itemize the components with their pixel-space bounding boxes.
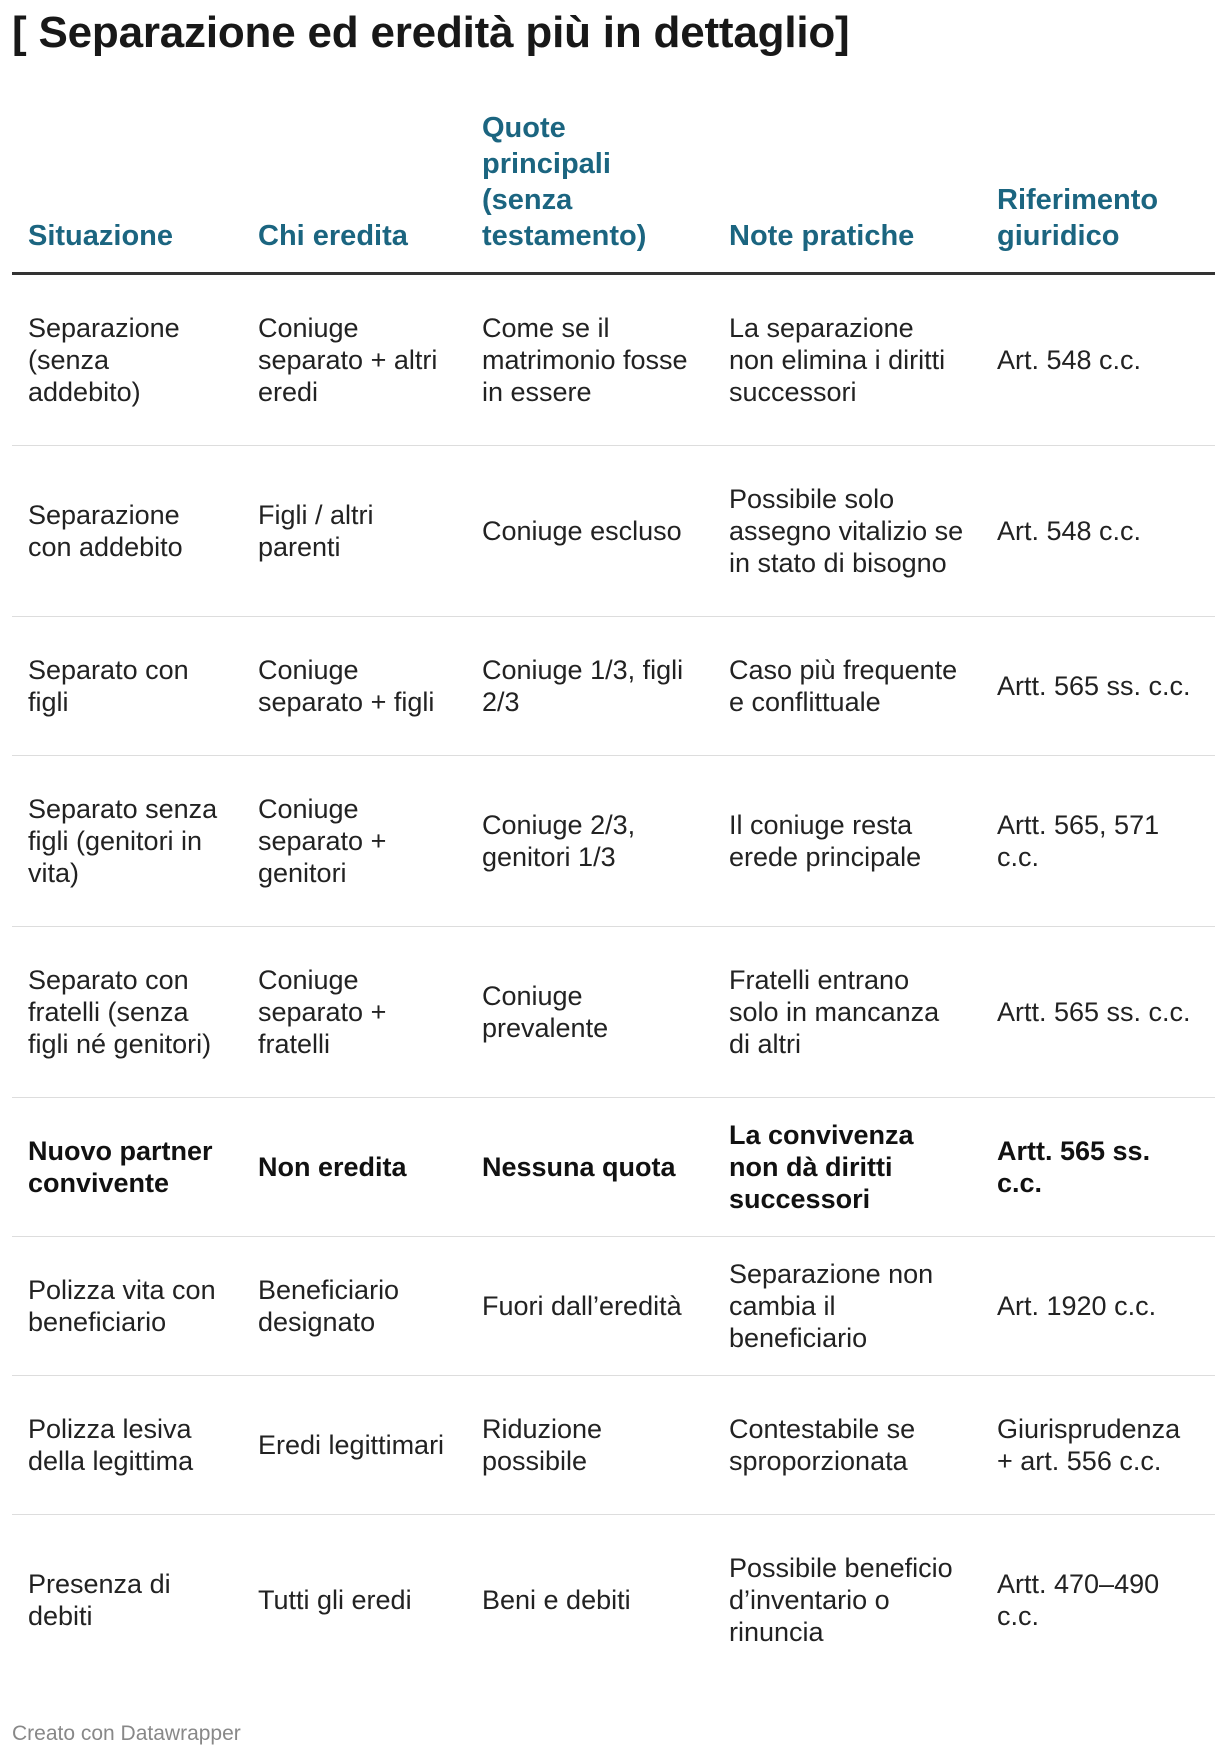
table-row <box>12 927 1215 1098</box>
header-situazione[interactable]: Situazione <box>12 110 242 274</box>
cell-note: Contestabile se sproporzionata <box>713 1376 981 1515</box>
datawrapper-credit-link[interactable]: Creato con Datawrapper <box>12 1722 241 1745</box>
header-note[interactable]: Note pratiche <box>713 110 981 274</box>
cell-situazione: Separazione (senza addebito) <box>12 274 242 446</box>
cell-chi-eredita: Beneficiario designato <box>242 1237 466 1376</box>
cell-note: Separazione non cambia il beneficiario <box>713 1237 981 1376</box>
cell-quote: Coniuge 2/3, genitori 1/3 <box>466 756 713 927</box>
cell-note: Possibile beneficio d’inventario o rinuncia <box>729 1553 953 1647</box>
cell-note: La separazione non elimina i diritti successori <box>713 274 981 446</box>
cell-riferimento: Artt. 470–490 c.c. <box>997 1569 1160 1631</box>
table-row <box>12 1376 1215 1515</box>
cell-note: Caso più frequente e conflittuale <box>713 617 981 756</box>
table-row <box>12 617 1215 756</box>
table-row <box>12 446 1215 617</box>
cell-quote: Coniuge 1/3, figli 2/3 <box>466 617 713 756</box>
cell-chi-eredita: Coniuge separato + fratelli <box>242 927 466 1098</box>
cell-chi-eredita: Figli / altri parenti <box>242 446 466 617</box>
cell-riferimento: Art. 1920 c.c. <box>981 1237 1215 1376</box>
cell-note: Il coniuge resta erede principale <box>713 756 981 927</box>
cell-riferimento: Art. 548 c.c. <box>981 274 1215 446</box>
cell-riferimento: Giurisprudenza + art. 556 c.c. <box>981 1376 1215 1515</box>
cell-situazione: Polizza vita con beneficiario <box>12 1237 242 1376</box>
cell-situazione: Presenza di debiti <box>28 1569 171 1631</box>
cell-situazione: Polizza lesiva della legittima <box>12 1376 242 1515</box>
cell-riferimento: Artt. 565, 571 c.c. <box>981 756 1215 927</box>
table-row <box>12 756 1215 927</box>
cell-quote: Fuori dall’eredità <box>466 1237 713 1376</box>
table-header-row <box>12 110 1215 274</box>
table-row <box>12 1515 1215 1686</box>
cell-situazione: Separato con fratelli (senza figli né genitori) <box>12 927 242 1098</box>
header-riferimento[interactable]: Riferimento giuridico <box>981 110 1215 274</box>
cell-situazione: Separato senza figli (genitori in vita) <box>12 756 242 927</box>
cell-quote: Riduzione possibile <box>466 1376 713 1515</box>
cell-chi-eredita: Coniuge separato + figli <box>242 617 466 756</box>
header-quote[interactable]: Quote principali (senza testamento) <box>466 110 713 274</box>
cell-note: Possibile solo assegno vitalizio se in stato di bisogno <box>713 446 981 617</box>
page-title: [ Separazione ed eredità più in dettaglio] <box>12 8 850 57</box>
cell-riferimento: Artt. 565 ss. c.c. <box>981 1098 1215 1237</box>
inheritance-table <box>12 110 1215 1685</box>
cell-quote: Coniuge prevalente <box>466 927 713 1098</box>
table-row <box>12 1237 1215 1376</box>
table-row <box>12 274 1215 446</box>
cell-quote: Come se il matrimonio fosse in essere <box>466 274 713 446</box>
cell-riferimento: Artt. 565 ss. c.c. <box>981 617 1215 756</box>
cell-situazione: Separato con figli <box>12 617 242 756</box>
table-row-highlighted <box>12 1098 1215 1237</box>
cell-chi-eredita: Tutti gli eredi <box>258 1585 412 1615</box>
cell-situazione: Nuovo partner convivente <box>12 1098 242 1237</box>
header-chi-eredita[interactable]: Chi eredita <box>242 110 466 274</box>
cell-chi-eredita: Non eredita <box>242 1098 466 1237</box>
cell-quote: Coniuge escluso <box>466 446 713 617</box>
cell-chi-eredita: Coniuge separato + genitori <box>242 756 466 927</box>
cell-chi-eredita: Coniuge separato + altri eredi <box>242 274 466 446</box>
cell-riferimento: Artt. 565 ss. c.c. <box>981 927 1215 1098</box>
cell-quote: Nessuna quota <box>466 1098 713 1237</box>
cell-chi-eredita: Eredi legittimari <box>242 1376 466 1515</box>
cell-note: La convivenza non dà diritti successori <box>713 1098 981 1237</box>
cell-note: Fratelli entrano solo in mancanza di altri <box>713 927 981 1098</box>
cell-quote: Beni e debiti <box>482 1585 631 1615</box>
cell-situazione: Separazione con addebito <box>12 446 242 617</box>
cell-riferimento: Art. 548 c.c. <box>981 446 1215 617</box>
